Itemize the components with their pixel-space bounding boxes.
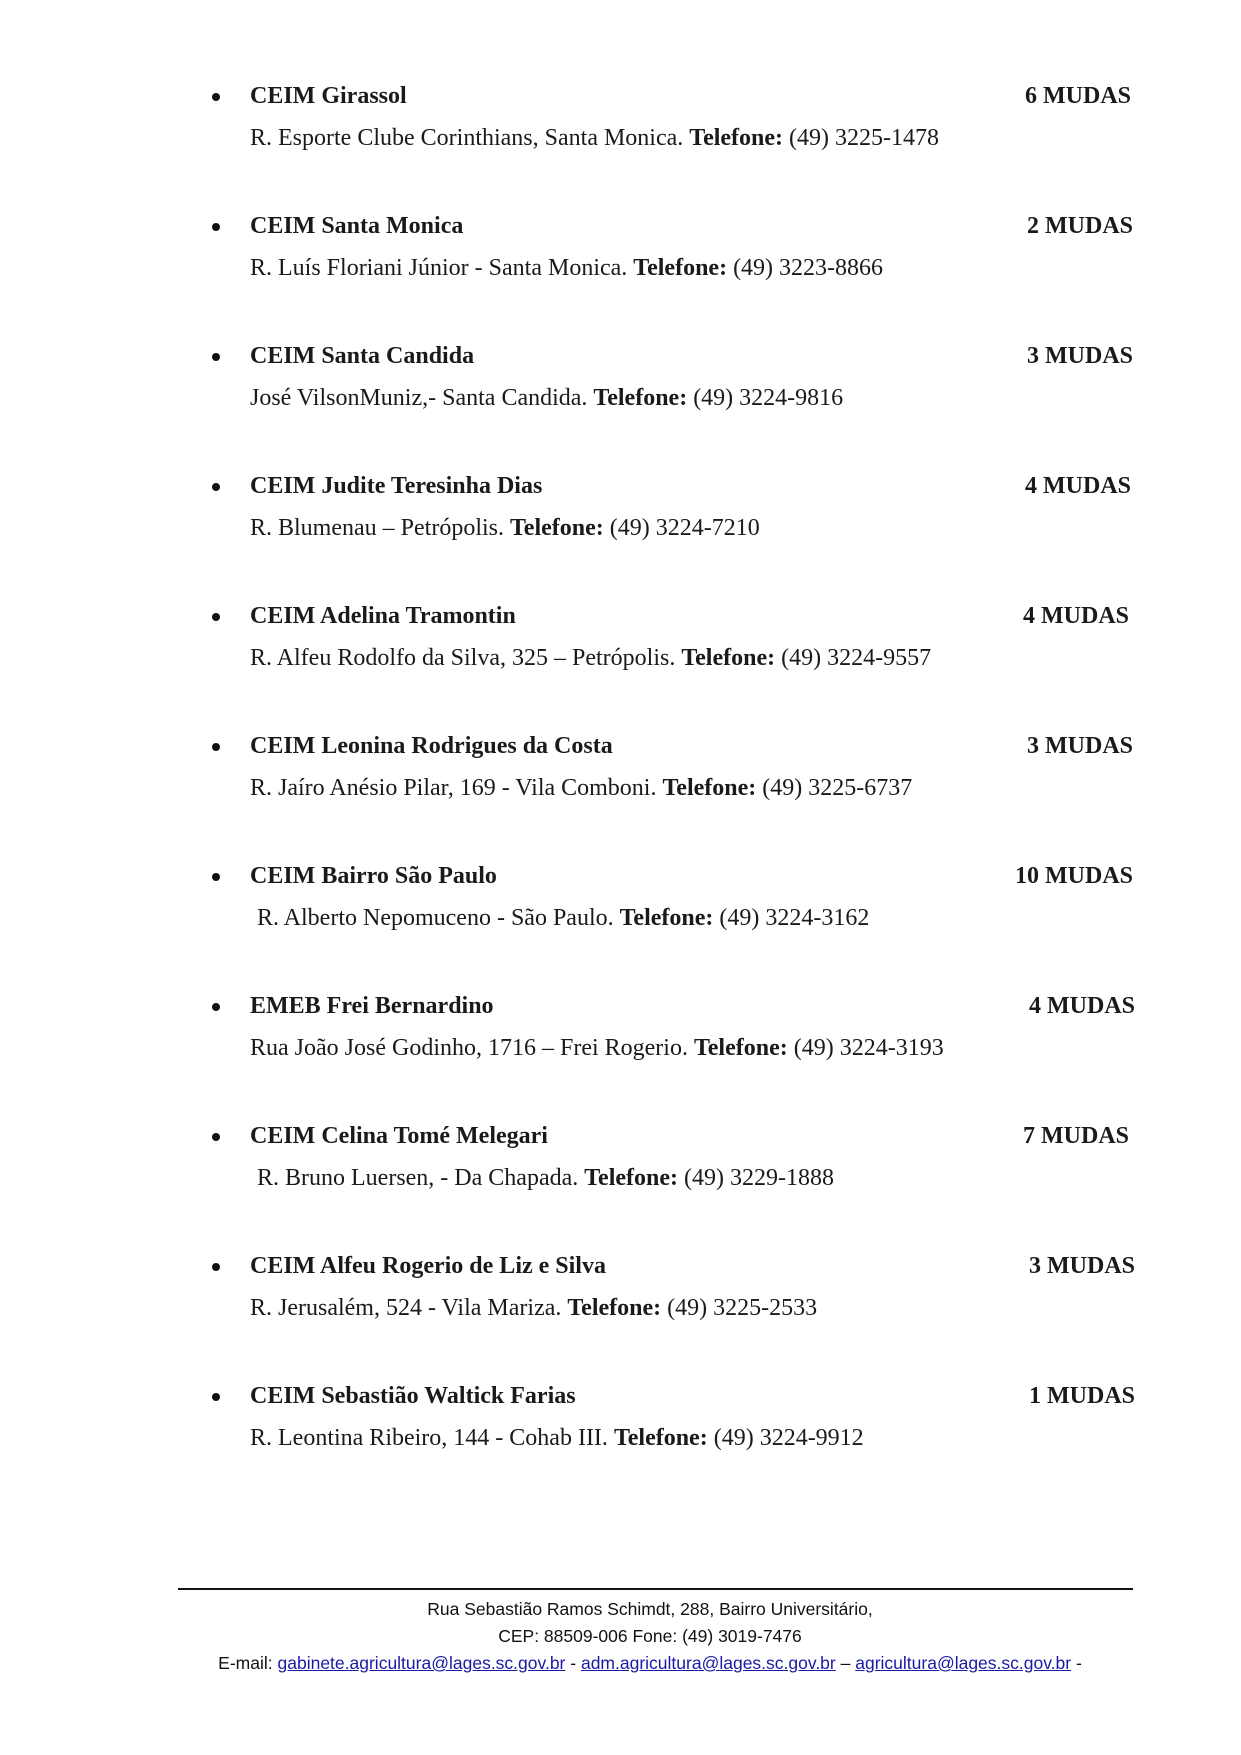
list-item bbox=[0, 1121, 1241, 1241]
school-address-line bbox=[257, 1163, 834, 1193]
school-address: R. Alfeu Rodolfo da Silva, 325 – Petrópolis. bbox=[250, 645, 676, 671]
phone-label: Telefone: bbox=[689, 125, 784, 151]
school-address-line bbox=[250, 253, 883, 283]
email-label: E-mail: bbox=[218, 1653, 273, 1673]
school-address-line bbox=[257, 903, 869, 933]
email-link-agricultura[interactable]: agricultura@lages.sc.gov.br bbox=[855, 1653, 1072, 1673]
bullet-icon bbox=[212, 1263, 220, 1271]
bullet-icon bbox=[212, 223, 220, 231]
footer-divider bbox=[178, 1588, 1133, 1590]
school-address: R. Esporte Clube Corinthians, Santa Monica. bbox=[250, 125, 684, 151]
seedling-quantity: 2 MUDAS bbox=[1027, 213, 1133, 239]
school-address: R. Jaíro Anésio Pilar, 169 - Vila Comboni. bbox=[250, 775, 657, 801]
phone-label: Telefone: bbox=[693, 1035, 788, 1061]
bullet-icon bbox=[212, 873, 220, 881]
email-separator: - bbox=[570, 1653, 577, 1673]
seedling-quantity: 3 MUDAS bbox=[1027, 343, 1133, 369]
school-name: CEIM Sebastião Waltick Farias bbox=[250, 1383, 576, 1409]
list-item bbox=[0, 211, 1241, 331]
school-address-line bbox=[250, 513, 760, 543]
school-address-line bbox=[250, 123, 939, 153]
seedling-quantity: 7 MUDAS bbox=[1023, 1123, 1129, 1149]
school-name: CEIM Adelina Tramontin bbox=[250, 603, 516, 629]
school-name: CEIM Girassol bbox=[250, 83, 407, 109]
email-trailing-dash: - bbox=[1075, 1653, 1082, 1673]
seedling-quantity: 6 MUDAS bbox=[1025, 83, 1131, 109]
seedling-quantity: 1 MUDAS bbox=[1029, 1383, 1135, 1409]
phone-number: (49) 3223-8866 bbox=[733, 255, 884, 281]
list-item bbox=[0, 1251, 1241, 1371]
school-address: R. Luís Floriani Júnior - Santa Monica. bbox=[250, 255, 628, 281]
phone-number: (49) 3224-3162 bbox=[719, 905, 870, 931]
phone-label: Telefone: bbox=[593, 385, 688, 411]
bullet-icon bbox=[212, 483, 220, 491]
phone-label: Telefone: bbox=[567, 1295, 662, 1321]
phone-label: Telefone: bbox=[662, 775, 757, 801]
list-item bbox=[0, 81, 1241, 201]
seedling-quantity: 3 MUDAS bbox=[1027, 733, 1133, 759]
school-address-line bbox=[250, 773, 912, 803]
phone-number: (49) 3224-9557 bbox=[781, 645, 932, 671]
email-separator: – bbox=[840, 1653, 851, 1673]
phone-label: Telefone: bbox=[510, 515, 604, 541]
school-name: CEIM Alfeu Rogerio de Liz e Silva bbox=[250, 1253, 606, 1279]
bullet-icon bbox=[212, 93, 220, 101]
footer-cep-phone: CEP: 88509-006 Fone: (49) 3019-7476 bbox=[498, 1626, 802, 1646]
bullet-icon bbox=[212, 1003, 220, 1011]
school-name: CEIM Bairro São Paulo bbox=[250, 863, 497, 889]
phone-number: (49) 3224-3193 bbox=[793, 1035, 944, 1061]
school-address-line bbox=[250, 1423, 864, 1453]
school-address: José VilsonMuniz,- Santa Candida. bbox=[250, 385, 588, 411]
school-address: R. Jerusalém, 524 - Vila Mariza. bbox=[250, 1295, 562, 1321]
list-item bbox=[0, 1381, 1241, 1501]
phone-label: Telefone: bbox=[681, 645, 776, 671]
school-name: CEIM Celina Tomé Melegari bbox=[250, 1123, 548, 1149]
phone-number: (49) 3225-2533 bbox=[667, 1295, 818, 1321]
school-name: EMEB Frei Bernardino bbox=[250, 993, 494, 1019]
phone-number: (49) 3225-6737 bbox=[762, 775, 913, 801]
phone-number: (49) 3224-9912 bbox=[713, 1425, 864, 1451]
school-address: R. Blumenau – Petrópolis. bbox=[250, 515, 504, 541]
phone-number: (49) 3229-1888 bbox=[684, 1165, 834, 1191]
phone-label: Telefone: bbox=[584, 1165, 679, 1191]
school-address: Rua João José Godinho, 1716 – Frei Rogerio. bbox=[250, 1035, 688, 1061]
seedling-quantity: 4 MUDAS bbox=[1023, 603, 1129, 629]
footer bbox=[0, 1596, 1241, 1677]
list-item bbox=[0, 991, 1241, 1111]
school-address-line bbox=[250, 1033, 944, 1063]
school-name: CEIM Judite Teresinha Dias bbox=[250, 473, 543, 499]
bullet-icon bbox=[212, 1133, 220, 1141]
seedling-quantity: 10 MUDAS bbox=[1015, 863, 1133, 889]
school-address-line bbox=[250, 383, 843, 413]
school-name: CEIM Santa Candida bbox=[250, 343, 475, 369]
phone-label: Telefone: bbox=[619, 905, 714, 931]
school-address-line bbox=[250, 643, 931, 673]
bullet-icon bbox=[212, 743, 220, 751]
bullet-icon bbox=[212, 353, 220, 361]
school-name: CEIM Santa Monica bbox=[250, 213, 464, 239]
school-name: CEIM Leonina Rodrigues da Costa bbox=[250, 733, 613, 759]
phone-label: Telefone: bbox=[613, 1425, 708, 1451]
seedling-quantity: 3 MUDAS bbox=[1029, 1253, 1135, 1279]
seedling-quantity: 4 MUDAS bbox=[1025, 473, 1131, 499]
phone-number: (49) 3224-7210 bbox=[609, 515, 760, 541]
bullet-icon bbox=[212, 1393, 220, 1401]
school-address: R. Leontina Ribeiro, 144 - Cohab III. bbox=[250, 1425, 608, 1451]
school-address: R. Alberto Nepomuceno - São Paulo. bbox=[257, 905, 614, 931]
email-link-adm[interactable]: adm.agricultura@lages.sc.gov.br bbox=[580, 1653, 836, 1673]
footer-address: Rua Sebastião Ramos Schimdt, 288, Bairro Universitário, bbox=[427, 1599, 873, 1619]
email-link-gabinete[interactable]: gabinete.agricultura@lages.sc.gov.br bbox=[277, 1653, 566, 1673]
seedling-quantity: 4 MUDAS bbox=[1029, 993, 1135, 1019]
phone-number: (49) 3225-1478 bbox=[789, 125, 940, 151]
list-item bbox=[0, 471, 1241, 591]
list-item bbox=[0, 341, 1241, 461]
school-address-line bbox=[250, 1293, 817, 1323]
list-item bbox=[0, 861, 1241, 981]
list-item bbox=[0, 601, 1241, 721]
phone-label: Telefone: bbox=[633, 255, 728, 281]
phone-number: (49) 3224-9816 bbox=[693, 385, 844, 411]
footer-email-line bbox=[0, 1650, 1241, 1677]
school-address: R. Bruno Luersen, - Da Chapada. bbox=[257, 1165, 579, 1191]
list-item bbox=[0, 731, 1241, 851]
bullet-icon bbox=[212, 613, 220, 621]
